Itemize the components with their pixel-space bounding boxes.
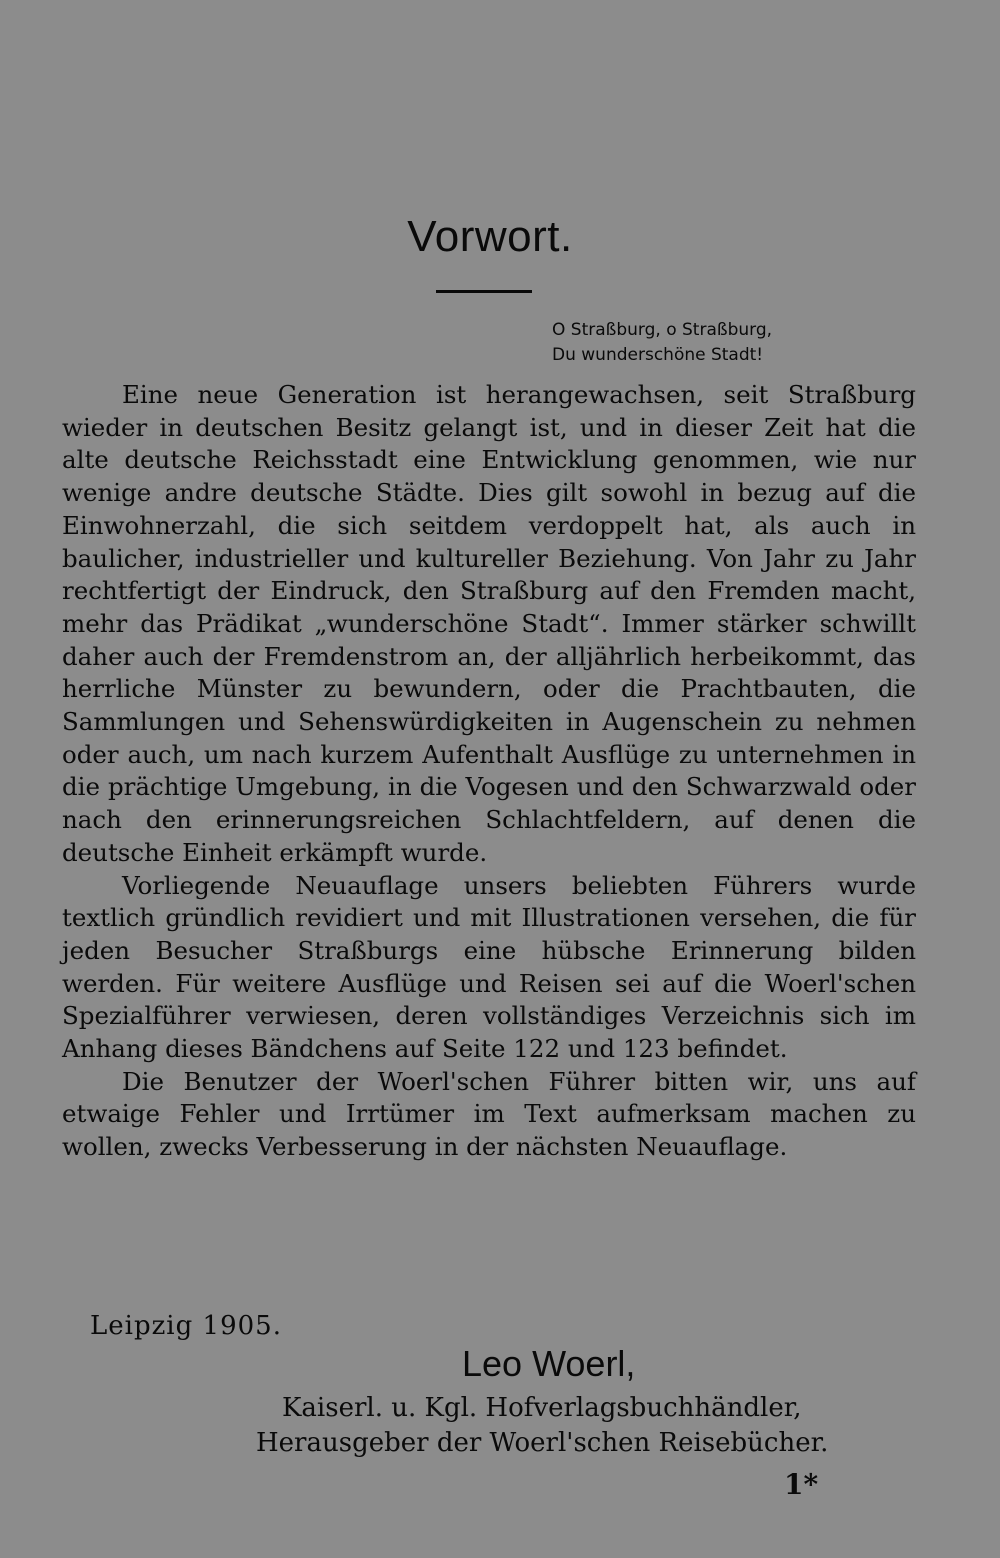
epigraph-line-1: O Straßburg, o Straßburg, — [552, 320, 773, 340]
author-title-2: Herausgeber der Woerl'schen Reisebücher. — [256, 1428, 829, 1458]
paragraph-3: Die Benutzer der Woerl'schen Führer bitten wir, uns auf etwaige Fehler und Irrtümer im Text aufmerksam machen zu wollen, zwecks Verbesserung in der nächsten Neuauflage. — [62, 1066, 916, 1162]
epigraph — [552, 318, 772, 368]
epigraph-line-2: Du wunderschöne Stadt! — [552, 345, 764, 365]
author-name: Leo Woerl, — [462, 1343, 636, 1384]
page-signature: 1* — [784, 1468, 819, 1501]
page-title: Vorwort. — [407, 212, 573, 261]
paragraph-1: Eine neue Generation ist herangewachsen, seit Straßburg wieder in deutschen Besitz gelangt ist, und in dieser Zeit hat die alte deutsche Reichsstadt eine Entwicklung genommen, wie nur wenige andre deutsche Städte. Dies gilt sowohl in bezug auf die Einwohnerzahl, die sich seitdem verdoppelt hat, als auch in baulicher, industrieller und kultureller Beziehung. Von Jahr zu Jahr rechtfertigt der Eindruck, den Straßburg auf den Fremden macht, mehr das Prädikat „wunderschöne Stadt“. Immer stärker schwillt daher auch der Fremdenstrom an, der alljährlich herbeikommt, das herrliche Münster zu bewundern, oder die Prachtbauten, die Sammlungen und Sehenswürdigkeiten in Augenschein zu nehmen oder auch, um nach kurzem Aufenthalt Ausflüge zu unternehmen in die prächtige Umgebung, in die Vogesen und den Schwarzwald oder nach den erinnerungsreichen Schlachtfeldern, auf denen die deutsche Einheit erkämpft wurde. — [62, 380, 916, 867]
title-divider — [436, 290, 532, 293]
preface-body — [62, 379, 916, 1164]
paragraph-2: Vorliegende Neuauflage unsers beliebten Führers wurde textlich gründlich revidiert und mit Illustrationen versehen, die für jeden Besucher Straßburgs eine hübsche Erinnerung bilden werden. Für weitere Ausflüge und Reisen sei auf die Woerl'schen Spezialführer verwiesen, deren vollständiges Verzeichnis sich im Anhang dieses Bändchens auf Seite 122 und 123 befindet. — [62, 870, 916, 1064]
place-date: Leipzig 1905. — [90, 1311, 282, 1341]
author-title-1: Kaiserl. u. Kgl. Hofverlagsbuchhändler, — [282, 1393, 802, 1423]
